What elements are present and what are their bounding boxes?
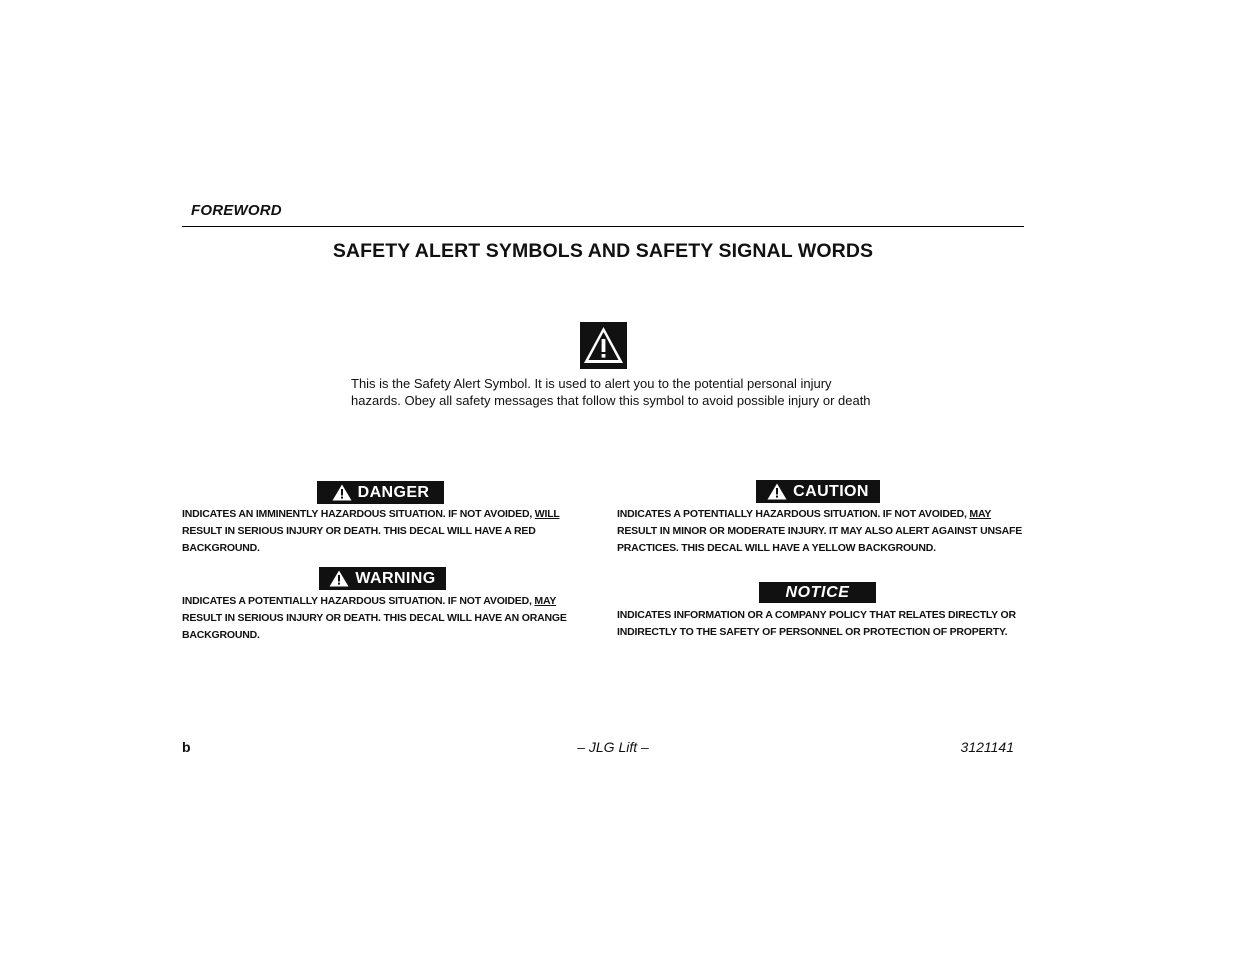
danger-text [182, 506, 594, 557]
warning-triangle-icon [329, 570, 349, 587]
notice-badge [759, 582, 876, 603]
caution-badge [756, 480, 880, 503]
danger-badge [317, 481, 444, 504]
header-rule [182, 226, 1024, 227]
page-letter: b [182, 739, 191, 755]
safety-alert-description: This is the Safety Alert Symbol. It is used to alert you to the potential personal injury hazards. Obey all safety messages that follow this symbol to avoid possible injury or death [351, 376, 871, 408]
warning-badge [319, 567, 446, 590]
danger-label: DANGER [357, 483, 430, 501]
caution-emphasis: MAY [969, 508, 991, 520]
notice-text: INDICATES INFORMATION OR A COMPANY POLICY THAT RELATES DIRECTLY OR INDIRECTLY TO THE SAFETY OF PERSONNEL OR PROTECTION OF PROPERTY. [617, 609, 1016, 638]
section-label: FOREWORD [191, 202, 282, 219]
warning-text-before: INDICATES A POTENTIALLY HAZARDOUS SITUATION. IF NOT AVOIDED, [182, 595, 535, 607]
warning-text [182, 593, 594, 644]
warning-triangle-icon [767, 483, 787, 500]
document-number: 3121141 [960, 739, 1014, 755]
warning-triangle-icon [332, 484, 352, 501]
warning-emphasis: MAY [534, 595, 556, 607]
safety-alert-symbol-icon [580, 322, 627, 369]
caution-text-before: INDICATES A POTENTIALLY HAZARDOUS SITUATION. IF NOT AVOIDED, [617, 508, 970, 520]
caution-text-after: RESULT IN MINOR OR MODERATE INJURY. IT MAY ALSO ALERT AGAINST UNSAFE PRACTICES. THIS DECAL WILL HAVE A YELLOW BACKGROUND. [617, 525, 1023, 554]
danger-text-before: INDICATES AN IMMINENTLY HAZARDOUS SITUATION. IF NOT AVOIDED, [182, 508, 535, 520]
danger-text-after: RESULT IN SERIOUS INJURY OR DEATH. THIS DECAL WILL HAVE A RED BACKGROUND. [182, 525, 536, 554]
warning-label: WARNING [355, 569, 436, 587]
caution-label: CAUTION [793, 482, 869, 500]
page-title: SAFETY ALERT SYMBOLS AND SAFETY SIGNAL WORDS [332, 240, 874, 262]
notice-label: NOTICE [785, 583, 850, 601]
danger-emphasis: WILL [534, 508, 560, 520]
warning-text-after: RESULT IN SERIOUS INJURY OR DEATH. THIS DECAL WILL HAVE AN ORANGE BACKGROUND. [182, 612, 567, 641]
caution-text [617, 506, 1029, 557]
footer-center-text: – JLG Lift – [577, 739, 649, 755]
